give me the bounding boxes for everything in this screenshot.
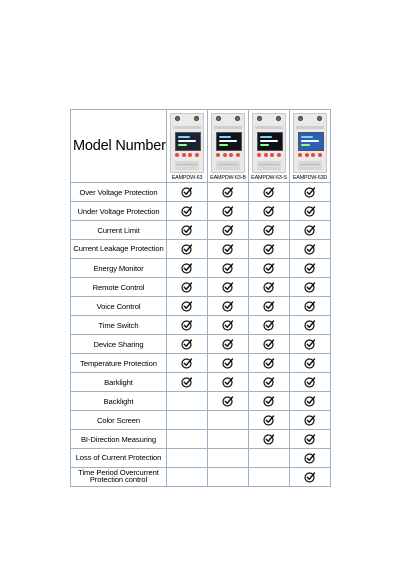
check-circle-icon — [304, 186, 316, 198]
feature-label: Remote Control — [71, 278, 167, 297]
check-circle-icon — [222, 243, 234, 255]
feature-cell — [167, 316, 208, 335]
feature-cell — [249, 392, 290, 411]
check-circle-icon — [222, 376, 234, 388]
feature-row — [71, 430, 331, 449]
breaker-device-image — [211, 113, 245, 173]
check-circle-icon — [222, 186, 234, 198]
check-circle-icon — [222, 300, 234, 312]
feature-cell — [249, 316, 290, 335]
feature-cell — [208, 316, 249, 335]
feature-cell — [249, 430, 290, 449]
device-screen — [298, 132, 324, 151]
device-button — [305, 153, 309, 157]
feature-label: Under Voltage Protection — [71, 202, 167, 221]
feature-label: Temperature Protection — [71, 354, 167, 373]
check-circle-icon — [181, 357, 193, 369]
feature-cell — [249, 449, 290, 468]
feature-cell — [290, 202, 331, 221]
check-circle-icon — [304, 224, 316, 236]
device-button — [195, 153, 199, 157]
feature-cell — [208, 202, 249, 221]
check-circle-icon — [263, 433, 275, 445]
device-screen — [257, 132, 283, 151]
feature-cell — [167, 354, 208, 373]
model-column-header — [290, 110, 331, 183]
header-row — [71, 110, 331, 183]
feature-cell — [290, 335, 331, 354]
check-circle-icon — [304, 471, 316, 483]
device-button — [175, 153, 179, 157]
check-circle-icon — [304, 262, 316, 274]
check-circle-icon — [181, 243, 193, 255]
feature-row — [71, 392, 331, 411]
feature-label: Current Leakage Protection — [71, 240, 167, 259]
feature-cell — [208, 240, 249, 259]
check-circle-icon — [222, 281, 234, 293]
feature-row — [71, 354, 331, 373]
check-circle-icon — [263, 395, 275, 407]
feature-cell — [249, 411, 290, 430]
feature-row — [71, 259, 331, 278]
check-circle-icon — [263, 414, 275, 426]
feature-row — [71, 297, 331, 316]
feature-row — [71, 449, 331, 468]
check-circle-icon — [181, 319, 193, 331]
feature-cell — [249, 335, 290, 354]
feature-cell — [167, 202, 208, 221]
feature-cell — [290, 468, 331, 487]
feature-cell — [290, 354, 331, 373]
breaker-device-image — [170, 113, 204, 173]
check-circle-icon — [304, 300, 316, 312]
feature-cell — [208, 335, 249, 354]
check-circle-icon — [181, 186, 193, 198]
check-circle-icon — [304, 414, 316, 426]
check-circle-icon — [222, 357, 234, 369]
device-button — [216, 153, 220, 157]
feature-cell — [167, 259, 208, 278]
check-circle-icon — [263, 243, 275, 255]
feature-cell — [167, 221, 208, 240]
screw-icon — [216, 116, 221, 121]
feature-cell — [167, 335, 208, 354]
feature-cell — [290, 221, 331, 240]
feature-cell — [290, 449, 331, 468]
feature-cell — [208, 449, 249, 468]
check-circle-icon — [181, 338, 193, 350]
model-column-header — [208, 110, 249, 183]
feature-cell — [208, 259, 249, 278]
check-circle-icon — [263, 224, 275, 236]
device-button — [311, 153, 315, 157]
feature-cell — [167, 297, 208, 316]
model-name: EAMPDW-63-S — [251, 175, 287, 181]
check-circle-icon — [304, 338, 316, 350]
device-button — [223, 153, 227, 157]
check-circle-icon — [304, 357, 316, 369]
check-circle-icon — [304, 433, 316, 445]
feature-row — [71, 373, 331, 392]
device-screen — [175, 132, 201, 151]
feature-label: Energy Monitor — [71, 259, 167, 278]
feature-cell — [249, 297, 290, 316]
feature-cell — [167, 411, 208, 430]
feature-cell — [167, 468, 208, 487]
screw-icon — [175, 116, 180, 121]
feature-cell — [167, 183, 208, 202]
feature-cell — [208, 221, 249, 240]
check-circle-icon — [304, 395, 316, 407]
feature-cell — [208, 430, 249, 449]
feature-cell — [290, 392, 331, 411]
feature-cell — [167, 240, 208, 259]
check-circle-icon — [263, 186, 275, 198]
feature-cell — [290, 259, 331, 278]
screw-icon — [257, 116, 262, 121]
check-circle-icon — [304, 376, 316, 388]
feature-label: BI-Direction Measuring — [71, 430, 167, 449]
check-circle-icon — [181, 300, 193, 312]
feature-row — [71, 278, 331, 297]
feature-label: Current Limit — [71, 221, 167, 240]
comparison-table — [70, 109, 331, 487]
feature-cell — [249, 183, 290, 202]
feature-cell — [290, 278, 331, 297]
feature-label: Color Screen — [71, 411, 167, 430]
feature-cell — [249, 221, 290, 240]
feature-cell — [249, 259, 290, 278]
feature-row — [71, 316, 331, 335]
comparison-table-body — [71, 110, 331, 487]
check-circle-icon — [181, 205, 193, 217]
feature-cell — [249, 373, 290, 392]
feature-cell — [208, 373, 249, 392]
feature-row — [71, 335, 331, 354]
feature-cell — [290, 297, 331, 316]
model-name: EAMPDW-63 — [171, 175, 203, 181]
feature-cell — [290, 240, 331, 259]
screw-icon — [317, 116, 322, 121]
feature-label: Voice Control — [71, 297, 167, 316]
feature-cell — [208, 354, 249, 373]
device-button — [236, 153, 240, 157]
check-circle-icon — [304, 281, 316, 293]
feature-cell — [249, 468, 290, 487]
feature-cell — [208, 278, 249, 297]
feature-cell — [208, 183, 249, 202]
feature-cell — [167, 392, 208, 411]
breaker-device-image — [293, 113, 327, 173]
feature-cell — [167, 373, 208, 392]
check-circle-icon — [222, 319, 234, 331]
screw-icon — [276, 116, 281, 121]
feature-cell — [290, 373, 331, 392]
screw-icon — [298, 116, 303, 121]
feature-row — [71, 411, 331, 430]
device-button — [270, 153, 274, 157]
check-circle-icon — [181, 281, 193, 293]
model-name: EAMPDW-63D — [292, 175, 328, 181]
device-button — [188, 153, 192, 157]
breaker-device-image — [252, 113, 286, 173]
feature-label: Time Switch — [71, 316, 167, 335]
model-name: EAMPDW-63-B — [210, 175, 246, 181]
check-circle-icon — [263, 357, 275, 369]
check-circle-icon — [222, 262, 234, 274]
device-button — [257, 153, 261, 157]
device-button — [264, 153, 268, 157]
feature-cell — [249, 278, 290, 297]
model-column-header — [167, 110, 208, 183]
feature-cell — [167, 278, 208, 297]
screw-icon — [194, 116, 199, 121]
check-circle-icon — [222, 224, 234, 236]
check-circle-icon — [263, 262, 275, 274]
feature-label: Over Voltage Protection — [71, 183, 167, 202]
feature-cell — [208, 297, 249, 316]
feature-cell — [249, 240, 290, 259]
page-title: Model Number — [71, 110, 167, 183]
feature-cell — [208, 392, 249, 411]
feature-label: Backlight — [71, 392, 167, 411]
feature-label: Time Period Overcurrent Protection control — [71, 468, 167, 487]
feature-row — [71, 183, 331, 202]
feature-cell — [290, 430, 331, 449]
model-column-header — [249, 110, 290, 183]
check-circle-icon — [263, 319, 275, 331]
feature-row — [71, 221, 331, 240]
check-circle-icon — [222, 395, 234, 407]
feature-cell — [290, 183, 331, 202]
feature-label: Loss of Current Protection — [71, 449, 167, 468]
feature-cell — [290, 411, 331, 430]
screw-icon — [235, 116, 240, 121]
check-circle-icon — [263, 300, 275, 312]
feature-row — [71, 240, 331, 259]
check-circle-icon — [304, 243, 316, 255]
check-circle-icon — [263, 376, 275, 388]
check-circle-icon — [263, 205, 275, 217]
device-button — [182, 153, 186, 157]
device-button — [318, 153, 322, 157]
feature-cell — [208, 411, 249, 430]
feature-cell — [167, 449, 208, 468]
feature-label: Barklight — [71, 373, 167, 392]
check-circle-icon — [181, 262, 193, 274]
check-circle-icon — [181, 224, 193, 236]
feature-row — [71, 468, 331, 487]
feature-row — [71, 202, 331, 221]
feature-cell — [249, 354, 290, 373]
feature-cell — [167, 430, 208, 449]
device-button — [229, 153, 233, 157]
feature-cell — [208, 468, 249, 487]
check-circle-icon — [181, 376, 193, 388]
check-circle-icon — [304, 452, 316, 464]
check-circle-icon — [222, 338, 234, 350]
check-circle-icon — [222, 205, 234, 217]
feature-cell — [249, 202, 290, 221]
device-screen — [216, 132, 242, 151]
feature-cell — [290, 316, 331, 335]
check-circle-icon — [304, 319, 316, 331]
feature-label: Device Sharing — [71, 335, 167, 354]
check-circle-icon — [263, 338, 275, 350]
check-circle-icon — [304, 205, 316, 217]
check-circle-icon — [263, 281, 275, 293]
device-button — [298, 153, 302, 157]
device-button — [277, 153, 281, 157]
